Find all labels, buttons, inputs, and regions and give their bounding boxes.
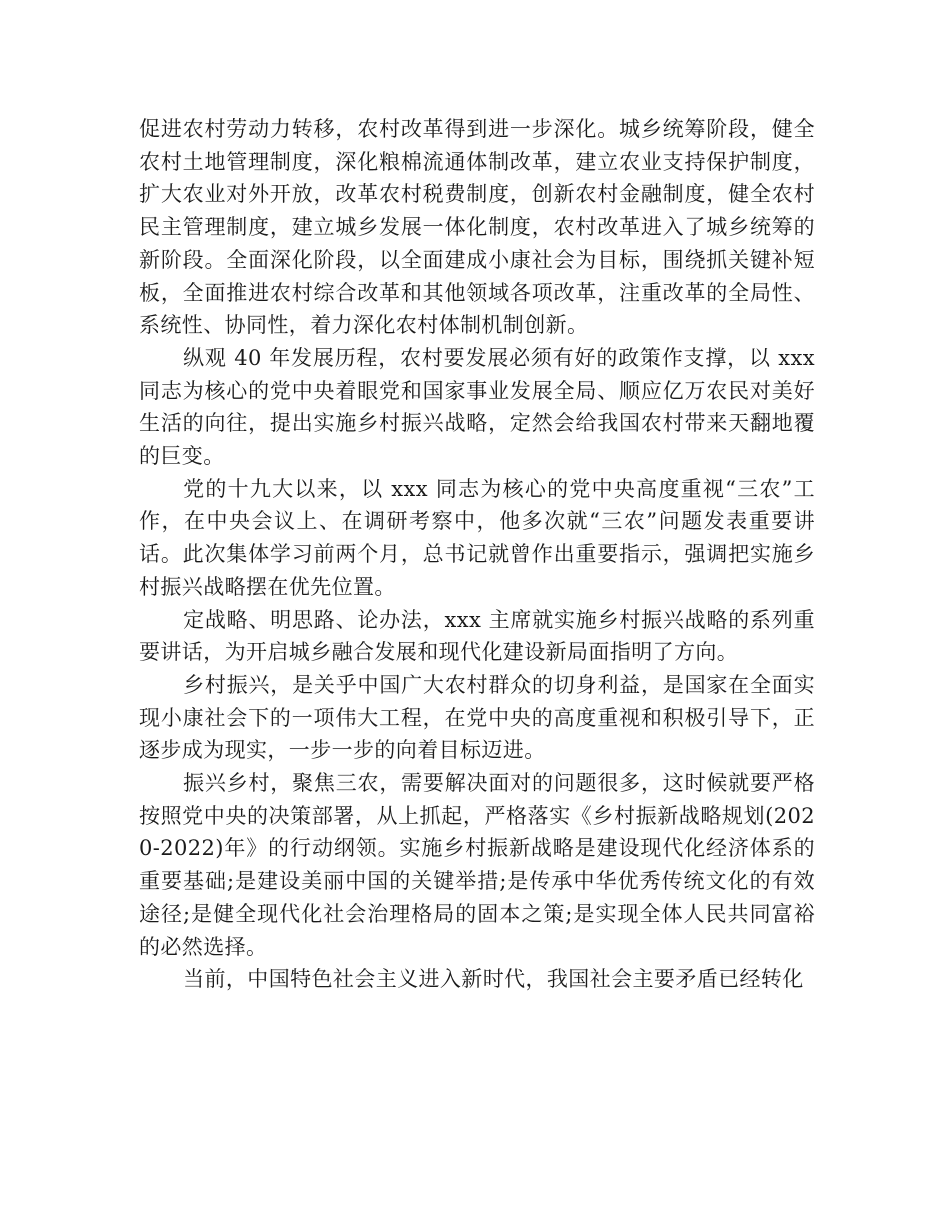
paragraph-rural-revitalization: 乡村振兴，是关乎中国广大农村群众的切身利益，是国家在全面实现小康社会下的一项伟大工程，在党中央的高度重视和积极引导下，正逐步成为现实，一步一步的向着目标迈进。 [139, 672, 815, 763]
document-body [139, 113, 815, 996]
paragraph-new-era: 当前，中国特色社会主义进入新时代，我国社会主要矛盾已经转化 [183, 967, 804, 992]
paragraph-nineteenth-congress: 党的十九大以来，以 xxx 同志为核心的党中央高度重视“三农”工作，在中央会议上、在调研考察中，他多次就“三农”问题发表重要讲话。此次集体学习前两个月，总书记就曾作出重要指示，强调把实施乡村振兴战略摆在优先位置。 [139, 476, 815, 599]
paragraph-strategy-speech: 定战略、明思路、论办法，xxx 主席就实施乡村振兴战略的系列重要讲话，为开启城乡融合发展和现代化建设新局面指明了方向。 [139, 607, 815, 665]
paragraph-continuation: 促进农村劳动力转移，农村改革得到进一步深化。城乡统筹阶段，健全农村土地管理制度，深化粮棉流通体制改革，建立农业支持保护制度，扩大农业对外开放，改革农村税费制度，创新农村金融制度，健全农村民主管理制度，建立城乡发展一体化制度，农村改革进入了城乡统筹的新阶段。全面深化阶段，以全面建成小康社会为目标，围绕抓关键补短板，全面推进农村综合改革和其他领域各项改革，注重改革的全局性、系统性、协同性，着力深化农村体制机制创新。 [139, 117, 815, 338]
paragraph-revitalize-countryside: 振兴乡村，聚焦三农，需要解决面对的问题很多，这时候就要严格按照党中央的决策部署，从上抓起，严格落实《乡村振新战略规划(2020-2022)年》的行动纲领。实施乡村振新战略是建设现代化经济体系的重要基础;是建设美丽中国的关键举措;是传承中华优秀传统文化的有效途径;是健全现代化社会治理格局的固本之策;是实现全体人民共同富裕的必然选择。 [139, 771, 815, 959]
paragraph-40-years-review: 纵观 40 年发展历程，农村要发展必须有好的政策作支撑，以 xxx 同志为核心的党中央着眼党和国家事业发展全局、顺应亿万农民对美好生活的向往，提出实施乡村振兴战略，定然会给我国农村带来天翻地覆的巨变。 [139, 345, 815, 469]
